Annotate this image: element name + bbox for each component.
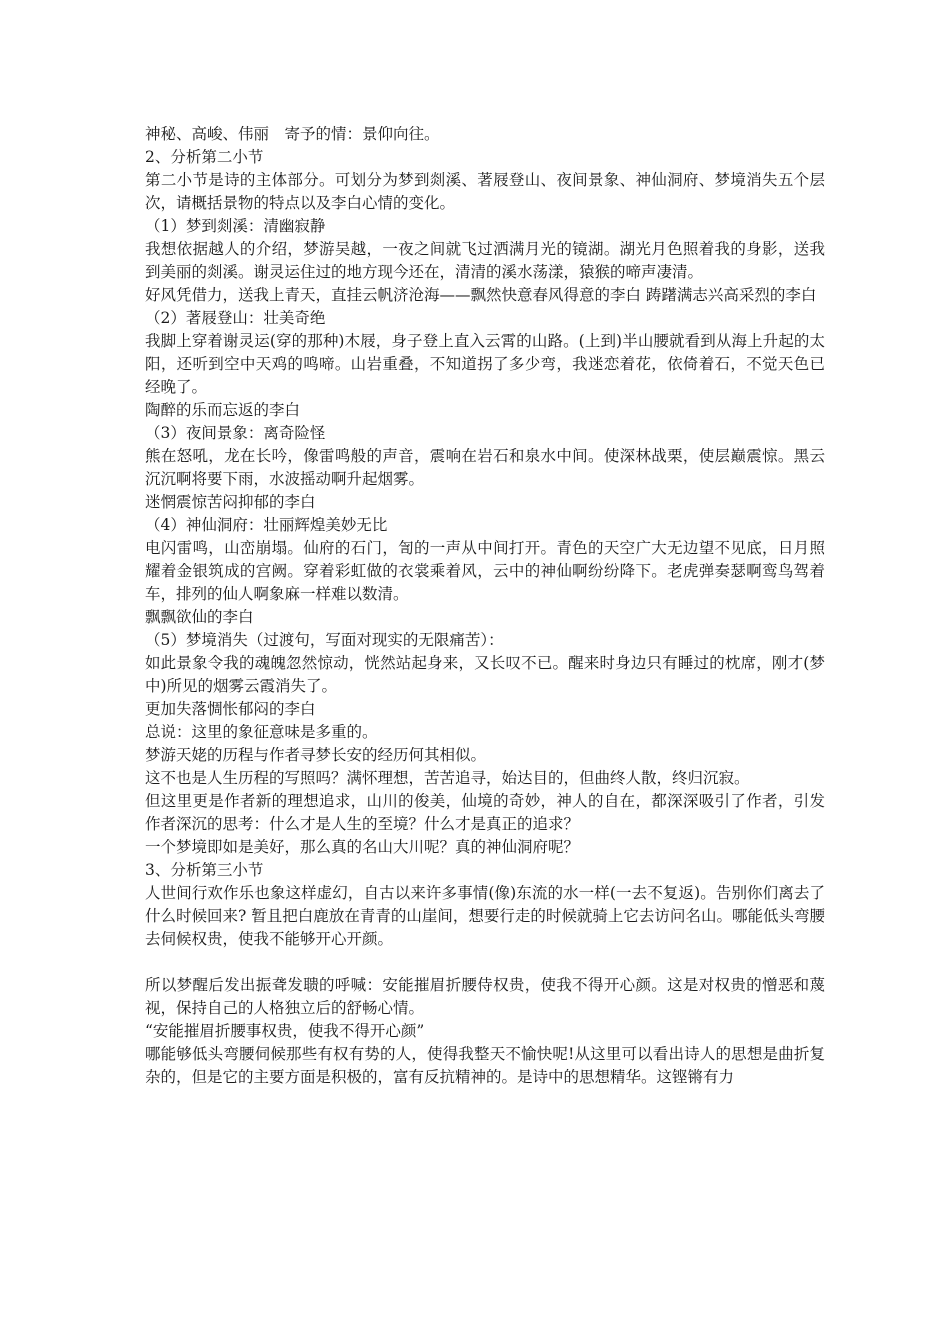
paragraph: 但这里更是作者新的理想追求，山川的俊美，仙境的奇妙，神人的自在，都深深吸引了作者，引发作者深沉的思考：什么才是人生的至境？什么才是真正的追求？ xyxy=(145,792,825,833)
paragraph: 熊在怒吼，龙在长吟，像雷鸣般的声音，震响在岩石和泉水中间。使深林战栗，使层巅震惊。黑云沉沉啊将要下雨，水波摇动啊升起烟雾。 xyxy=(145,447,825,488)
paragraph: 迷惘震惊苦闷抑郁的李白 xyxy=(145,493,316,511)
document-body xyxy=(145,123,825,1089)
subsection-heading: （3）夜间景象：离奇险怪 xyxy=(145,424,326,442)
paragraph: 人世间行欢作乐也象这样虚幻，自古以来许多事情(像)东流的水一样(一去不复返)。告别你们离去了什么时候回来? 暂且把白鹿放在青青的山崖间，想要行走的时候就骑上它去访问名山。哪能低头弯腰去伺候权贵，使我不能够开心开颜。 xyxy=(145,884,825,948)
section-heading: 2、分析第二小节 xyxy=(145,148,264,166)
subsection-heading: （5）梦境消失（过渡句，写面对现实的无限痛苦）： xyxy=(145,631,504,649)
subsection-heading: （2）著屐登山：壮美奇绝 xyxy=(145,309,326,327)
paragraph: 所以梦醒后发出振聋发聩的呼喊：安能摧眉折腰侍权贵，使我不得开心颜。这是对权贵的憎恶和蔑视，保持自己的人格独立后的舒畅心情。 xyxy=(145,976,825,1017)
paragraph: 第二小节是诗的主体部分。可划分为梦到剡溪、著屐登山、夜间景象、神仙洞府、梦境消失五个层次，请概括景物的特点以及李白心情的变化。 xyxy=(145,171,825,212)
paragraph: 如此景象令我的魂魄忽然惊动，恍然站起身来，又长叹不已。醒来时身边只有睡过的枕席，刚才(梦中)所见的烟雾云霞消失了。 xyxy=(145,654,825,695)
paragraph: 哪能够低头弯腰伺候那些有权有势的人，使得我整天不愉快呢!从这里可以看出诗人的思想是曲折复杂的，但是它的主要方面是积极的，富有反抗精神的。是诗中的思想精华。这铿锵有力 xyxy=(145,1045,825,1086)
paragraph: 飘飘欲仙的李白 xyxy=(145,608,254,626)
section-heading: 3、分析第三小节 xyxy=(145,861,264,879)
paragraph: 更加失落惆怅郁闷的李白 xyxy=(145,700,316,718)
paragraph: 这不也是人生历程的写照吗？满怀理想，苦苦追寻，始达目的，但曲终人散，终归沉寂。 xyxy=(145,769,750,787)
quote-line: “安能摧眉折腰事权贵，使我不得开心颜” xyxy=(145,1022,425,1040)
paragraph: 电闪雷鸣，山峦崩塌。仙府的石门，訇的一声从中间打开。青色的天空广大无边望不见底，日月照耀着金银筑成的宫阙。穿着彩虹做的衣裳乘着风，云中的神仙啊纷纷降下。老虎弹奏瑟啊鸾鸟驾着车，排列的仙人啊象麻一样难以数清。 xyxy=(145,539,825,603)
subsection-heading: （4）神仙洞府：壮丽辉煌美妙无比 xyxy=(145,516,388,534)
paragraph: 神秘、高峻、伟丽 寄予的情：景仰向往。 xyxy=(145,125,440,143)
paragraph: 陶醉的乐而忘返的李白 xyxy=(145,401,301,419)
paragraph: 梦游天姥的历程与作者寻梦长安的经历何其相似。 xyxy=(145,746,487,764)
subsection-heading: （1）梦到剡溪：清幽寂静 xyxy=(145,217,326,235)
paragraph: 总说：这里的象征意味是多重的。 xyxy=(145,723,378,741)
blank-line xyxy=(145,951,825,974)
paragraph: 我想依据越人的介绍，梦游吴越，一夜之间就飞过洒满月光的镜湖。湖光月色照着我的身影，送我到美丽的剡溪。谢灵运住过的地方现今还在，清清的溪水荡漾，猿猴的啼声凄清。 xyxy=(145,240,825,281)
paragraph: 好风凭借力，送我上青天，直挂云帆济沧海——飘然快意春风得意的李白 踌躇满志兴高采烈的李白 xyxy=(145,286,817,304)
paragraph: 我脚上穿着谢灵运(穿的那种)木屐，身子登上直入云霄的山路。(上到)半山腰就看到从海上升起的太阳，还听到空中天鸡的鸣啼。山岩重叠，不知道拐了多少弯，我迷恋着花，依倚着石，不觉天色已经晚了。 xyxy=(145,332,825,396)
paragraph: 一个梦境即如是美好，那么真的名山大川呢？真的神仙洞府呢？ xyxy=(145,838,580,856)
